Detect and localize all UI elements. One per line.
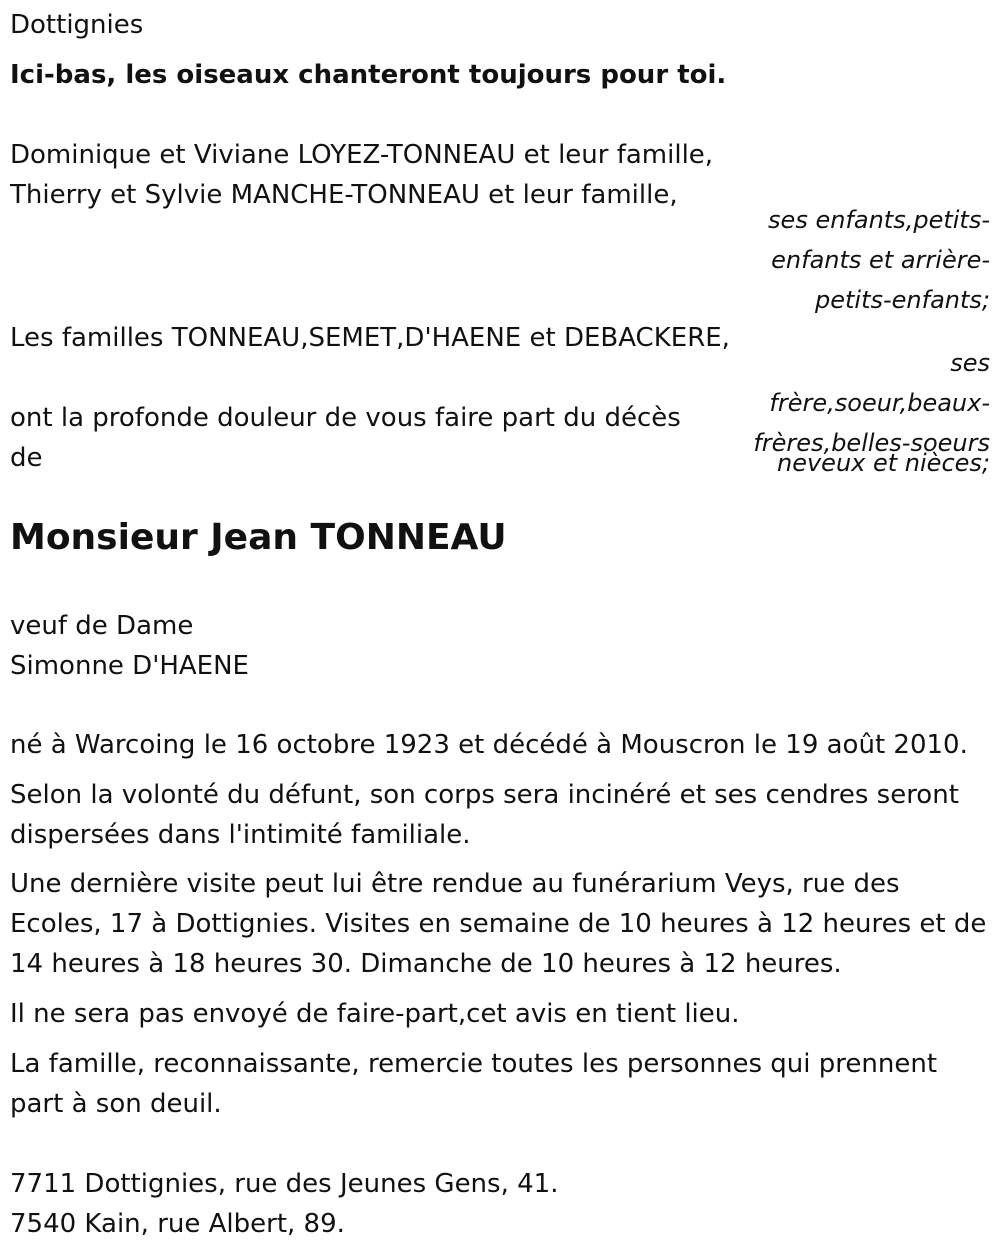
- cremation-paragraph-line-1: Selon la volonté du défunt, son corps sera inciné​ré et ses cendres seront: [10, 780, 959, 810]
- address-1: 7711 Dottignies, rue des Jeunes Gens, 41.: [10, 1169, 559, 1199]
- place-heading: Dottignies: [10, 10, 144, 40]
- thanks-paragraph-line-1: La famille, reconnaissante, remercie toutes les personnes qui prennent: [10, 1049, 938, 1079]
- visit-paragraph-line-3: 14 heures à 18 heures 30. Dimanche de 10 heures à 12 heures.: [10, 949, 842, 979]
- relation-children-2: enfants et arrière-: [771, 246, 990, 274]
- deceased-name: Monsieur Jean TONNEAU: [10, 517, 507, 558]
- relation-siblings-4: neveux et nièces;: [777, 449, 990, 477]
- thanks-paragraph-line-2: part à son deuil.: [10, 1089, 222, 1119]
- visit-paragraph-line-2: Ecoles, 17 à Dottignies. Visites en semaine de 10 heures à 12 heures et de: [10, 909, 987, 939]
- relation-children-3: petits-enfants;: [815, 286, 990, 314]
- address-2: 7540 Kain, rue Albert, 89.: [10, 1209, 345, 1239]
- relation-siblings-3: frères,belles-soeurs: [753, 429, 990, 457]
- relation-children-1: ses enfants,petits-: [768, 206, 990, 234]
- relation-siblings-1: ses: [950, 349, 990, 377]
- visit-paragraph-line-1: Une dernière visite peut lui être rendue au funérarium Veys, rue des: [10, 869, 900, 899]
- notice-paragraph: Il ne sera pas envoyé de faire-part,cet avis en tient lieu.: [10, 999, 740, 1029]
- family-line-2: Thierry et Sylvie MANCHE-TONNEAU et leur famille,: [10, 180, 678, 210]
- relation-siblings-2: frère,soeur,beaux-: [769, 389, 990, 417]
- family-line-3: Les familles TONNEAU,SEMET,D'HAENE et DEBACKERE,: [10, 323, 730, 353]
- birth-death-paragraph: né à Warcoing le 16 octobre 1923 et décédé à Mouscron le 19 août 2010.: [10, 730, 968, 760]
- widower-line-1: veuf de Dame: [10, 611, 194, 641]
- widower-line-2: Simonne D'HAENE: [10, 651, 249, 681]
- cremation-paragraph-line-2: dispersées dans l'intimité familiale.: [10, 820, 471, 850]
- announcement-line-2: de: [10, 443, 43, 473]
- family-line-1: Dominique et Viviane LOYEZ-TONNEAU et leur famille,: [10, 140, 714, 170]
- motto: Ici-bas, les oiseaux chanteront toujours pour toi.: [10, 60, 727, 90]
- announcement-line-1: ont la profonde douleur de vous faire part du décès: [10, 403, 681, 433]
